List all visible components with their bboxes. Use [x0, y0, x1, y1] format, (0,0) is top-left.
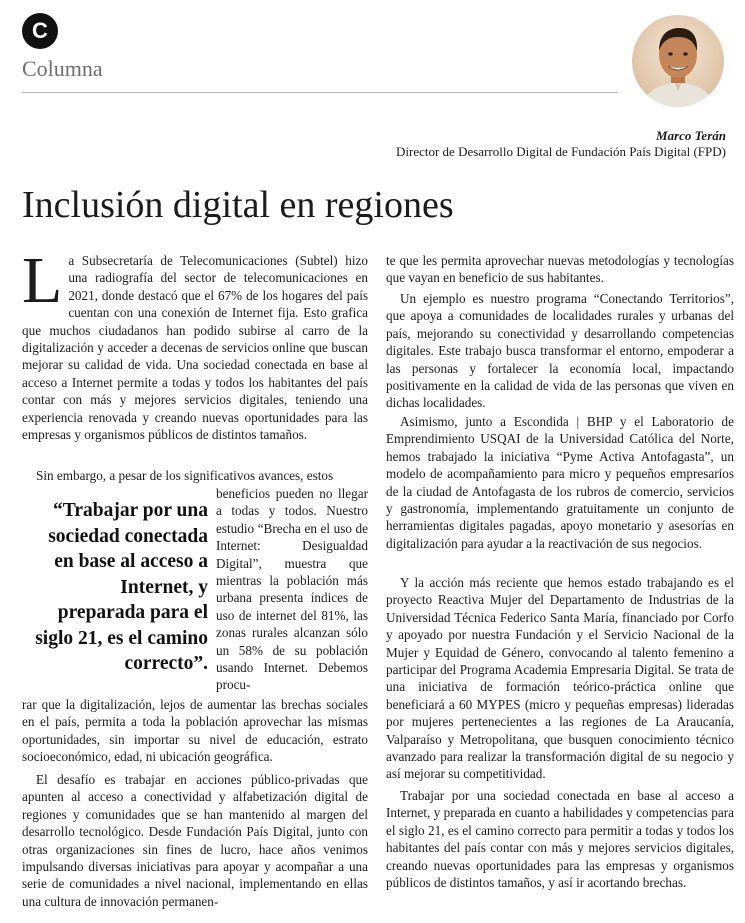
- article-headline: Inclusión digital en regiones: [22, 184, 454, 226]
- article-paragraph-3: El desafío es trabajar en acciones público-privadas que apunten al acceso a conectividad y alfabetización digital de regiones y comunidades que se han mantenido al margen del desarrollo tecnológico. Desde Fundación País Digital, junto con otras organizaciones sin fines de lucro, hace años venimos impulsando diversas iniciativas para apoyar y acompañar a una serie de comunidades a nivel nacional, implementando en ellas una cultura de innovación permanen-: [22, 772, 368, 909]
- column-badge: C: [22, 13, 58, 49]
- article-paragraph-2-intro: Sin embargo, a pesar de los significativos avances, estos: [36, 468, 334, 483]
- pull-quote: “Trabajar por una sociedad conectada en base al acceso a Internet, y preparada para el siglo 21, es el camino correcto”.: [35, 500, 208, 674]
- article-paragraph-3-continued: te que les permita aprovechar nuevas metodologías y tecnologías que vayan en beneficio de sus habitantes.: [386, 253, 734, 286]
- article-paragraph-5: Asimismo, junto a Escondida | BHP y el Laboratorio de Emprendimiento USQAI de la Universidad Católica del Norte, hemos trabajado la iniciativa “Pyme Activa Antofagasta”, un modelo de acompañamiento para micro y pequeños empresarios de la ciudad de Antofagasta de los rubros de comercio, servicios y gastronomía, implementando gratuitamente un conjunto de herramientas digitales pagadas, apoyo monetario y asesorías en digitalización para ayudar a la reactivación de sus negocios.: [386, 414, 734, 551]
- paragraph-1-text: a Subsecretaría de Telecomunicaciones (Subtel) hizo una radiografía del sector de telecomunicaciones en 2021, donde destacó que el 67% de los hogares del país cuentan con una conexión de Internet fija. Esto grafica que muchos ciudadanos han podido subirse al carro de la digitalización y acceder a decenas de servicios online que buscan mejorar su calidad de vida. Una sociedad conectada en base al acceso a Internet permite a todas y todos los habitantes del país contar con más y mejores servicios digitales, teniendo una experiencia renovada y creando nuevas oportunidades para las empresas y organismos públicos de distintos tamaños.: [22, 253, 368, 443]
- author-block: [396, 128, 726, 160]
- author-role: Director de Desarrollo Digital de Fundación País Digital (FPD): [396, 144, 726, 159]
- author-name: Marco Terán: [656, 128, 726, 143]
- section-label: Columna: [22, 56, 103, 81]
- header-divider: [22, 92, 618, 93]
- article-paragraph-2-rest: rar que la digitalización, lejos de aumentar las brechas sociales en el país, permita a toda la población aprovechar las mismas oportunidades, sin importar su nivel de educación, estrato socioeconómico, edad, ni ubicación geográfica.: [22, 697, 368, 765]
- article-paragraph-7: Trabajar por una sociedad conectada en base al acceso a Internet, y preparada en cuanto a habilidades y competencias para el siglo 21, es el camino correcto para permitir a todas y todos los habitantes del país contar con más y mejores servicios digitales, creando nuevas oportunidades para las empresas y organismos públicos de distintos tamaños, y así ir acortando brechas.: [386, 788, 734, 891]
- article-paragraph-2-narrow: beneficios pueden no llegar a todas y todos. Nuestro estudio “Brecha en el uso de Internet: Desigualdad Digital”, muestra que mientras la población más urbana presenta índices de uso de internet del 81%, las zonas rurales alcanzan sólo un 58% de su población usando Internet. Debemos procu-: [216, 486, 368, 693]
- author-photo: [632, 15, 724, 107]
- article-paragraph-1: [22, 244, 368, 443]
- article-paragraph-6: Y la acción más reciente que hemos estado trabajando es el proyecto Reactiva Mujer del Departamento de Industrias de la Universidad Técnica Federico Santa María, financiado por Corfo y apoyado por nuestra Fundación y el Servicio Nacional de la Mujer y Equidad de Género, convocando al talento femenino a participar del Programa Academia Empresaria Digital. Se trata de una iniciativa de formación teórico-práctica online que beneficiará a 60 MYPES (micro y pequeñas empresas) lideradas por mujeres pertenecientes a las regiones de La Araucanía, Valparaíso y Metropolitana, que busquen conocimiento técnico avanzado para realizar la transformación digital de su negocio y así mejorar su competitividad.: [386, 575, 734, 782]
- drop-cap: L: [22, 244, 63, 317]
- article-paragraph-4: Un ejemplo es nuestro programa “Conectando Territorios”, que apoya a comunidades de localidades rurales y urbanas del país, mejorando su conectividad y desarrollando competencias digitales. Este trabajo busca transformar el entorno, empoderar a las personas y fortalecer la economía local, impactando positivamente en la calidad de vida de las personas que viven en dichas localidades.: [386, 291, 734, 411]
